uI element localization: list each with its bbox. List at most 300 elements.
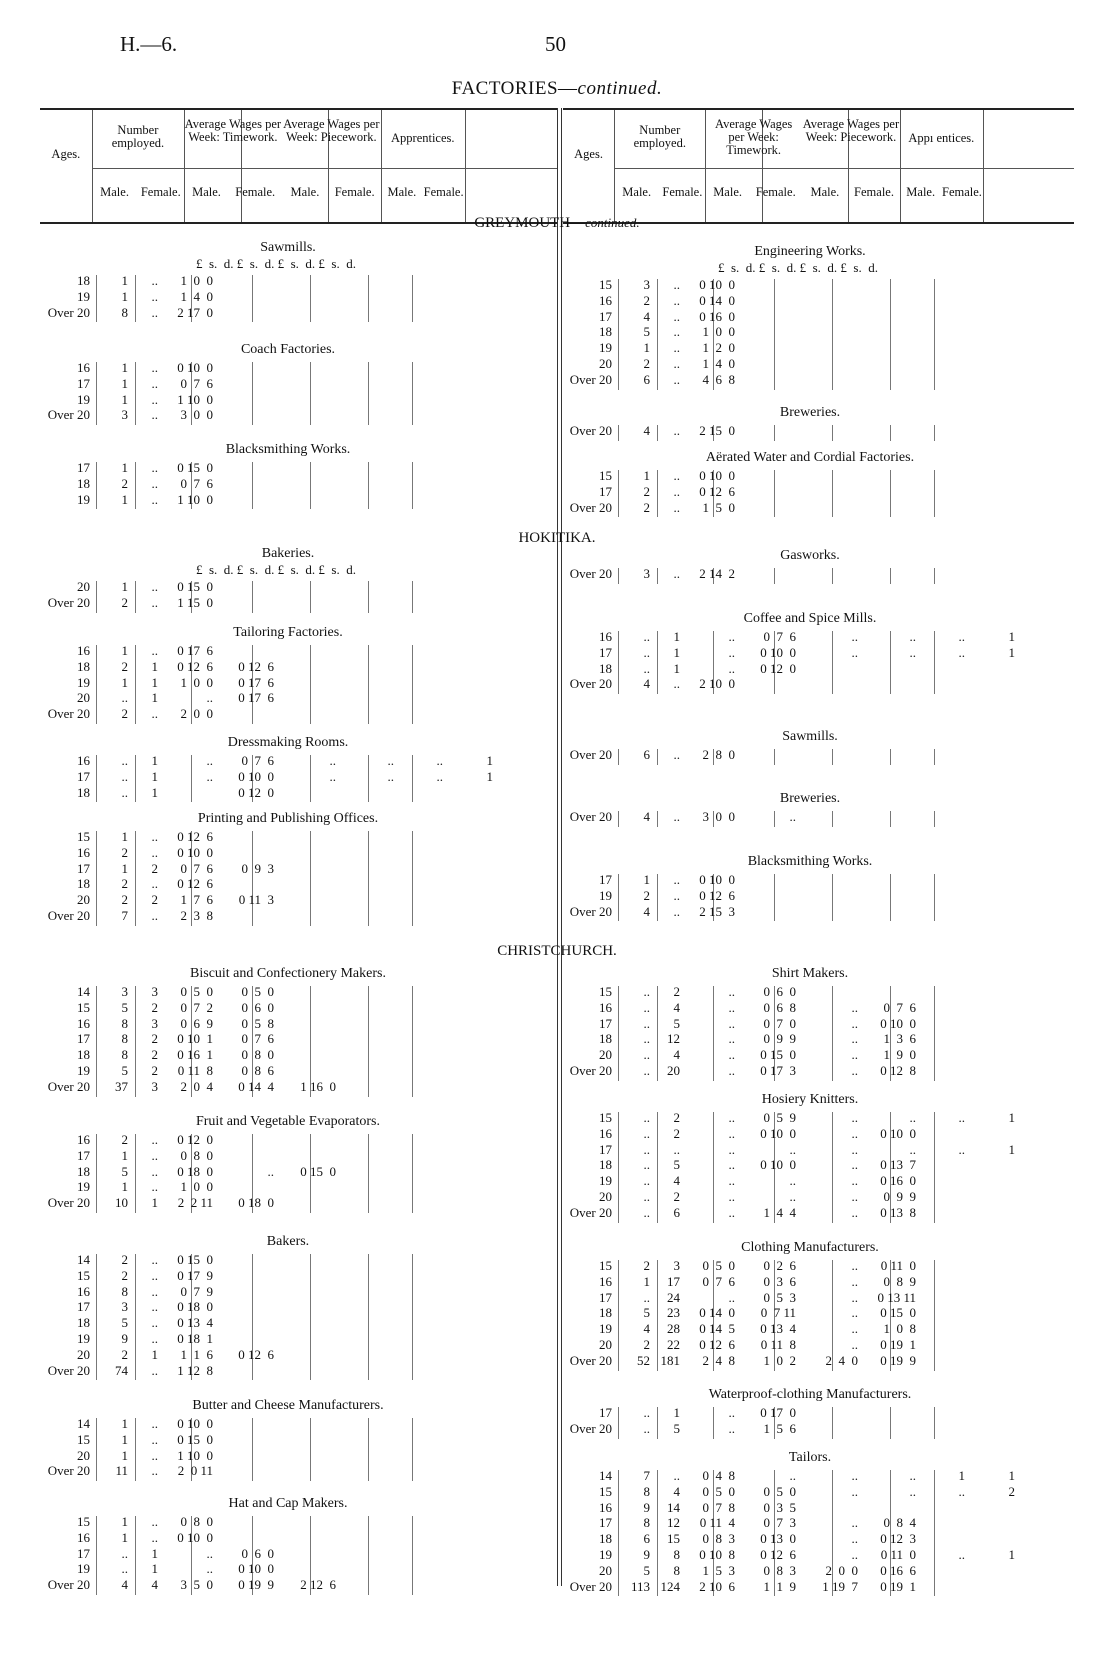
value-cell: ..: [728, 1157, 735, 1173]
value-cell: ..: [151, 1447, 158, 1463]
value-cell: ..: [909, 1110, 916, 1125]
value-cell: 0 7 8: [702, 1499, 735, 1515]
value-cell: 6: [643, 1531, 650, 1547]
age-cell: Over 20: [569, 1352, 612, 1368]
value-cell: 4: [673, 999, 680, 1015]
table-row: [38, 908, 508, 924]
section-title: Butter and Cheese Manufacturers.: [192, 1398, 384, 1413]
female-subheading: Female.: [235, 185, 276, 199]
value-cell: 0 5 8: [241, 1015, 274, 1031]
value-cell: ..: [958, 644, 965, 660]
table-row: [38, 1047, 508, 1063]
table-row: [38, 1416, 508, 1432]
value-cell: 1 1 9: [763, 1578, 796, 1594]
value-cell: ..: [151, 1514, 158, 1529]
value-cell: 0 5 0: [702, 1258, 735, 1273]
value-cell: ..: [851, 1337, 858, 1352]
table-row: [560, 1031, 1030, 1047]
value-cell: ..: [851, 629, 858, 644]
section-title: Sawmills.: [782, 729, 838, 744]
value-cell: 0 6 0: [241, 999, 274, 1015]
value-cell: 3 0 0: [702, 809, 735, 824]
value-cell: 2: [643, 1337, 650, 1352]
value-cell: 0 10 0: [760, 1157, 796, 1173]
age-cell: 19: [77, 1063, 90, 1078]
value-cell: ..: [728, 1189, 735, 1204]
age-cell: 16: [77, 360, 90, 375]
value-cell: 0 7 6: [180, 860, 213, 876]
table-row: [38, 360, 508, 376]
value-cell: 181: [660, 1352, 680, 1368]
table-row: [560, 1500, 1030, 1516]
value-cell: 0 7 3: [763, 1515, 796, 1531]
value-cell: ..: [851, 1321, 858, 1337]
value-cell: 0 13 4: [760, 1321, 796, 1337]
value-cell: ..: [673, 277, 680, 292]
value-cell: ..: [151, 491, 158, 507]
age-cell: 16: [77, 1132, 90, 1147]
value-cell: 1: [121, 829, 128, 844]
table-row: [560, 747, 1030, 763]
value-cell: 0 14 0: [699, 292, 735, 308]
value-cell: ..: [728, 1110, 735, 1125]
value-cell: 2 14 2: [699, 566, 735, 581]
value-cell: ..: [673, 747, 680, 762]
value-cell: 0 16 0: [880, 1173, 916, 1189]
value-cell: 1: [643, 340, 650, 356]
age-cell: Over 20: [569, 809, 612, 824]
section-title: Coffee and Spice Mills.: [743, 611, 877, 626]
value-cell: ..: [851, 1204, 858, 1220]
section-title: Shirt Makers.: [771, 966, 849, 981]
age-cell: Over 20: [569, 1420, 612, 1436]
value-cell: 0 12 6: [238, 1346, 274, 1362]
value-cell: 1 12 8: [177, 1362, 213, 1378]
value-cell: 0 10 0: [880, 1125, 916, 1141]
value-cell: 8: [121, 1283, 128, 1299]
age-cell: 19: [77, 1179, 90, 1195]
value-cell: 2: [151, 860, 158, 876]
female-subheading: Female.: [755, 185, 796, 199]
section-title: Bakeries.: [261, 546, 315, 561]
table-row: [560, 1205, 1030, 1221]
table-row: [38, 1148, 508, 1164]
value-cell: ..: [151, 1299, 158, 1315]
value-cell: 2: [121, 706, 128, 722]
table-row: [38, 643, 508, 659]
value-cell: 0 12 6: [699, 1337, 735, 1352]
page-number: 50: [545, 32, 566, 56]
value-cell: 1 10 0: [177, 1447, 213, 1463]
age-cell: 17: [599, 1141, 612, 1157]
value-cell: 1: [121, 1529, 128, 1545]
value-cell: ..: [851, 1515, 858, 1531]
age-cell: Over 20: [47, 1577, 90, 1593]
value-cell: 1 5 0: [702, 499, 735, 515]
value-cell: ..: [851, 1125, 858, 1141]
section-title: Dressmaking Rooms.: [227, 735, 349, 750]
value-cell: 0 3 5: [763, 1499, 796, 1515]
table-row: [560, 1337, 1030, 1353]
age-cell: 18: [77, 876, 90, 892]
value-cell: 0 17 3: [760, 1063, 796, 1078]
age-cell: Over 20: [47, 1463, 90, 1479]
value-cell: ..: [643, 1289, 650, 1305]
value-cell: 0 6 8: [763, 999, 796, 1015]
value-cell: ..: [206, 690, 213, 706]
table-row: [38, 785, 508, 801]
table-row: [560, 1110, 1030, 1126]
value-cell: 5: [673, 1015, 680, 1031]
value-cell: 0 8 0: [241, 1047, 274, 1063]
female-subheading: Female.: [662, 185, 703, 199]
age-cell: 15: [599, 1110, 612, 1125]
value-cell: ..: [643, 629, 650, 644]
value-cell: 0 19 1: [880, 1578, 916, 1594]
value-cell: ..: [851, 1141, 858, 1157]
value-cell: 1: [121, 460, 128, 475]
value-cell: ..: [151, 1179, 158, 1195]
value-cell: 1: [151, 674, 158, 690]
ages-heading: Ages.: [574, 147, 603, 161]
piecework-heading: Average Wages per Week: Piecework.: [802, 117, 900, 144]
value-cell: 0 10 0: [177, 1529, 213, 1545]
age-cell: 18: [77, 1047, 90, 1063]
value-cell: ..: [151, 360, 158, 375]
table-row: [38, 1363, 508, 1379]
value-cell: ..: [151, 407, 158, 423]
value-cell: 4: [643, 676, 650, 692]
value-cell: ..: [851, 1531, 858, 1547]
value-cell: 74: [115, 1362, 128, 1378]
value-cell: ..: [673, 676, 680, 692]
value-cell: 1 4 4: [763, 1204, 796, 1220]
value-cell: 0 8 3: [763, 1562, 796, 1578]
age-cell: 16: [77, 1015, 90, 1031]
age-cell: 19: [77, 391, 90, 407]
value-cell: 0 10 0: [880, 1015, 916, 1031]
table-row: [38, 753, 508, 769]
value-cell: ..: [206, 768, 213, 784]
age-cell: 16: [599, 999, 612, 1015]
value-cell: 7: [643, 1468, 650, 1483]
value-cell: ..: [121, 753, 128, 768]
age-cell: 16: [599, 1273, 612, 1289]
table-row: [560, 1468, 1030, 1484]
table-row: [560, 1063, 1030, 1079]
value-cell: ..: [151, 1463, 158, 1479]
value-cell: 0 7 6: [241, 1031, 274, 1047]
value-cell: 1: [643, 1273, 650, 1289]
age-cell: 17: [599, 1405, 612, 1420]
value-cell: 0 13 7: [880, 1157, 916, 1173]
value-cell: 0 13 4: [177, 1315, 213, 1331]
table-row: [560, 500, 1030, 516]
value-cell: ..: [851, 1189, 858, 1204]
value-cell: 1 1 6: [180, 1346, 213, 1362]
age-cell: 17: [77, 1147, 90, 1163]
value-cell: 1 5 6: [763, 1420, 796, 1436]
table-row: [38, 1063, 508, 1079]
value-cell: 2 3 8: [180, 908, 213, 923]
value-cell: 0 11 0: [880, 1547, 916, 1562]
location-name: CHRISTCHURCH.: [497, 943, 617, 959]
value-cell: 0 10 0: [238, 768, 274, 784]
value-cell: ..: [728, 629, 735, 644]
female-subheading: Female.: [140, 185, 181, 199]
value-cell: 2: [643, 292, 650, 308]
section-title: Clothing Manufacturers.: [741, 1240, 879, 1255]
value-cell: ..: [643, 1420, 650, 1436]
value-cell: 4: [673, 1483, 680, 1499]
section-title: Fruit and Vegetable Evaporators.: [195, 1114, 381, 1129]
value-cell: 5: [643, 324, 650, 340]
age-cell: 15: [599, 1483, 612, 1499]
value-cell: 1: [151, 1545, 158, 1561]
table-row: [560, 1000, 1030, 1016]
value-cell: 1: [673, 1405, 680, 1420]
value-cell: 1 0 0: [702, 324, 735, 340]
age-cell: 16: [599, 292, 612, 308]
age-cell: Over 20: [569, 499, 612, 515]
table-row: [560, 1016, 1030, 1032]
value-cell: ..: [851, 1063, 858, 1078]
value-cell: 1: [151, 1195, 158, 1211]
value-cell: 113: [630, 1578, 650, 1594]
table-row: [38, 1561, 508, 1577]
age-cell: 17: [599, 483, 612, 499]
age-cell: 20: [599, 1562, 612, 1578]
value-cell: ..: [151, 304, 158, 320]
value-cell: ..: [643, 1015, 650, 1031]
value-cell: ..: [851, 1047, 858, 1063]
value-cell: 0 7 6: [241, 753, 274, 768]
age-cell: Over 20: [47, 1078, 90, 1094]
table-row: [560, 984, 1030, 1000]
header-rule: [92, 168, 557, 169]
value-cell: 1: [673, 644, 680, 660]
table-row: [560, 309, 1030, 325]
value-cell: 0 18 0: [177, 1163, 213, 1179]
value-cell: 0 8 0: [180, 1514, 213, 1529]
table-row: [38, 659, 508, 675]
value-cell: 0 10 0: [699, 468, 735, 483]
value-cell: 1: [121, 1416, 128, 1431]
column-rule: [381, 110, 382, 222]
value-cell: ..: [728, 1063, 735, 1078]
table-row: [38, 289, 508, 305]
value-cell: 2: [151, 1031, 158, 1047]
value-cell: ..: [728, 660, 735, 676]
age-cell: Over 20: [569, 747, 612, 762]
value-cell: 0 8 9: [883, 1273, 916, 1289]
value-cell: 6: [643, 747, 650, 762]
page-reference: H.—6.: [120, 32, 178, 56]
value-cell: 0 12 6: [760, 1547, 796, 1562]
value-cell: 0 5 0: [763, 1483, 796, 1499]
age-cell: 20: [77, 690, 90, 706]
age-cell: 19: [77, 674, 90, 690]
section-title: Engineering Works.: [754, 244, 866, 259]
table-row: [560, 277, 1030, 293]
value-cell: 2: [673, 1110, 680, 1125]
apprentices-heading: Appı entices.: [908, 131, 975, 145]
value-cell: 0 5 3: [763, 1289, 796, 1305]
age-cell: Over 20: [47, 1362, 90, 1378]
section-title: Tailoring Factories.: [233, 625, 343, 640]
value-cell: 0 18 1: [177, 1331, 213, 1346]
value-cell: ..: [728, 1173, 735, 1189]
header-rule: [614, 168, 1074, 169]
age-cell: Over 20: [47, 1195, 90, 1211]
value-cell: 2 2 11: [177, 1195, 213, 1211]
table-row: [560, 1290, 1030, 1306]
table-row: [560, 1305, 1030, 1321]
value-cell: 4: [673, 1173, 680, 1189]
age-cell: 16: [77, 1283, 90, 1299]
table-row: [38, 1546, 508, 1562]
value-cell: 2: [121, 1132, 128, 1147]
value-cell: 14: [667, 1499, 680, 1515]
table-row: [38, 1016, 508, 1032]
title-main: FACTORIES—: [451, 78, 578, 99]
table-row: [560, 356, 1030, 372]
age-cell: 18: [77, 1315, 90, 1331]
value-cell: 2 15 3: [699, 903, 735, 919]
age-cell: 16: [599, 1125, 612, 1141]
table-row: [38, 1195, 508, 1211]
value-cell: 0 7 6: [702, 1273, 735, 1289]
currency-units: £ s. d. £ s. d. £ s. d. £ s. d.: [718, 260, 878, 275]
value-cell: ..: [789, 1141, 796, 1157]
value-cell: 0 17 9: [177, 1267, 213, 1283]
age-cell: 18: [599, 324, 612, 340]
value-cell: 0 10 0: [760, 1125, 796, 1141]
value-cell: ..: [851, 1305, 858, 1321]
value-cell: 0 5 0: [241, 984, 274, 999]
table-row: [560, 566, 1030, 582]
value-cell: 0 16 6: [880, 1562, 916, 1578]
value-cell: 4: [643, 1321, 650, 1337]
value-cell: 0 18 0: [238, 1195, 274, 1211]
table-row: [38, 1000, 508, 1016]
table-row: [38, 1164, 508, 1180]
value-cell: 2: [643, 1258, 650, 1273]
value-cell: 8: [643, 1515, 650, 1531]
age-cell: 17: [77, 460, 90, 475]
table-row: [38, 1331, 508, 1347]
value-cell: 1: [643, 872, 650, 887]
value-cell: ..: [387, 753, 394, 768]
value-cell: ..: [436, 753, 443, 768]
age-cell: 18: [77, 273, 90, 288]
age-cell: Over 20: [47, 908, 90, 923]
section-title: Tailors.: [788, 1450, 832, 1465]
table-row: [560, 1484, 1030, 1500]
column-header-left: [40, 108, 557, 224]
value-cell: ..: [121, 784, 128, 800]
value-cell: ..: [151, 876, 158, 892]
value-cell: 0 18 0: [177, 1299, 213, 1315]
value-cell: 52: [637, 1352, 650, 1368]
value-cell: 0 9 9: [763, 1031, 796, 1047]
value-cell: 0 7 9: [180, 1283, 213, 1299]
value-cell: ..: [673, 1141, 680, 1157]
value-cell: ..: [673, 809, 680, 824]
value-cell: 1: [1008, 1141, 1015, 1157]
table-row: [38, 769, 508, 785]
value-cell: ..: [151, 829, 158, 844]
value-cell: ..: [673, 566, 680, 581]
table-row: [38, 1132, 508, 1148]
age-cell: 16: [599, 1499, 612, 1515]
value-cell: 2 12 6: [300, 1577, 336, 1593]
age-cell: 17: [599, 644, 612, 660]
value-cell: ..: [789, 1468, 796, 1483]
value-cell: ..: [728, 999, 735, 1015]
age-cell: 20: [77, 892, 90, 908]
table-row: [38, 1448, 508, 1464]
value-cell: ..: [151, 706, 158, 722]
age-cell: 18: [77, 784, 90, 800]
value-cell: 3 5 0: [180, 1577, 213, 1593]
section-title: Sawmills.: [260, 240, 316, 255]
value-cell: 1: [1008, 629, 1015, 644]
section-title: Blacksmithing Works.: [225, 442, 351, 457]
value-cell: 0 8 3: [702, 1531, 735, 1547]
age-cell: 20: [77, 1346, 90, 1362]
value-cell: 1 0 0: [180, 273, 213, 288]
value-cell: ..: [909, 629, 916, 644]
value-cell: 0 10 0: [177, 844, 213, 860]
value-cell: ..: [151, 844, 158, 860]
value-cell: 1: [121, 375, 128, 391]
value-cell: 0 6 0: [763, 984, 796, 999]
value-cell: 15: [667, 1531, 680, 1547]
value-cell: ..: [673, 356, 680, 371]
table-row: [560, 1321, 1030, 1337]
value-cell: 2 0 0: [180, 706, 213, 722]
value-cell: 2 8 0: [702, 747, 735, 762]
value-cell: 1 5 3: [702, 1562, 735, 1578]
age-cell: 15: [599, 468, 612, 483]
value-cell: ..: [851, 999, 858, 1015]
section-title: Breweries.: [779, 405, 841, 420]
table-row: [38, 407, 508, 423]
value-cell: 1: [151, 1561, 158, 1577]
section-title: Coach Factories.: [240, 342, 336, 357]
section-title: Blacksmithing Works.: [747, 854, 873, 869]
value-cell: ..: [206, 753, 213, 768]
table-row: [560, 423, 1030, 439]
value-cell: 23: [667, 1305, 680, 1321]
value-cell: 0 8 6: [241, 1063, 274, 1078]
age-cell: 17: [599, 1289, 612, 1305]
value-cell: ..: [789, 1173, 796, 1189]
value-cell: 6: [673, 1204, 680, 1220]
column-header-right: [563, 108, 1074, 224]
value-cell: 0 7 2: [180, 999, 213, 1015]
table-row: [38, 892, 508, 908]
value-cell: 4: [643, 423, 650, 438]
female-subheading: Female.: [423, 185, 464, 199]
table-row: [560, 661, 1030, 677]
value-cell: ..: [206, 1545, 213, 1561]
value-cell: 8: [121, 1015, 128, 1031]
value-cell: 1: [1008, 1468, 1015, 1483]
apprentices-heading: Apprentices.: [391, 131, 455, 145]
section-title: Biscuit and Confectionery Makers.: [190, 966, 386, 981]
